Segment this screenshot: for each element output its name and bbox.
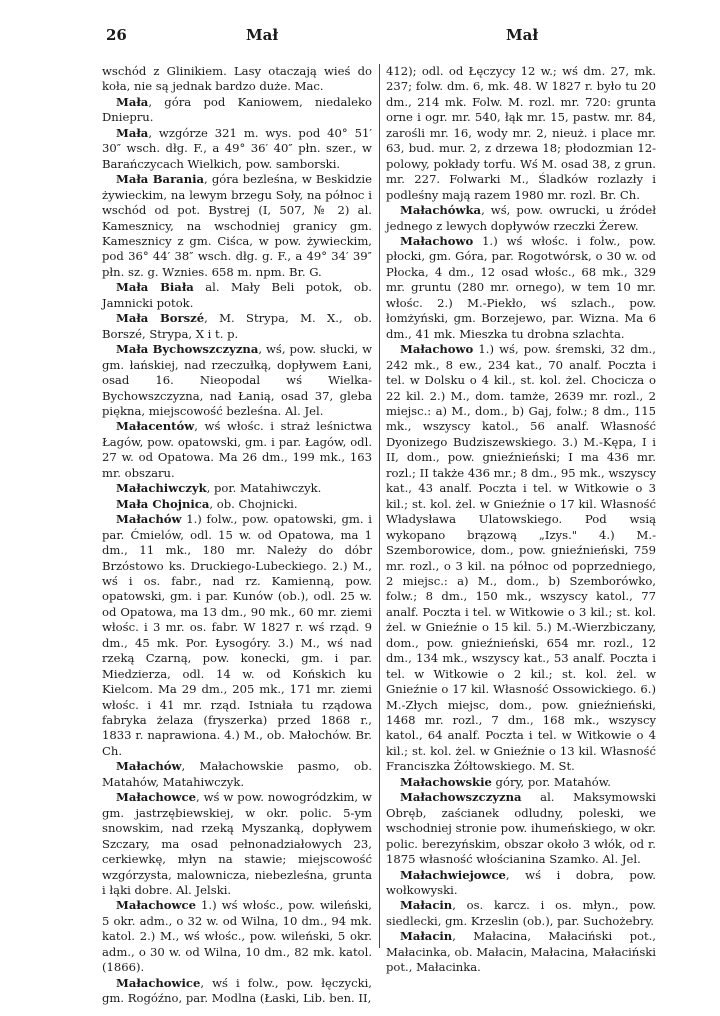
entry-headword: Małachów [116, 759, 182, 774]
dictionary-entry [102, 95, 372, 126]
entry-text: , wzgórze 321 m. wys. pod 40° 51′ 30″ wsch. dłg. F., a 49° 36′ 40″ płn. szer., w Barańczycach Wielkich, pow. samborski. [102, 125, 372, 171]
entry-headword: Małacin [400, 929, 453, 944]
entry-text: , wś w pow. nowogródzkim, w gm. jastrzębiewskiej, w okr. polic. 5-ym snowskim, nad rzeką Myszanką, dopływem Szczary, ma osad pełnonadziałowych 23, cerkiewkę, młyn na stawie; miejscowość wzgórzysta, malownicza, niebezleśna, grunta i łąki dobre. Al. Jelski. [102, 790, 372, 898]
dictionary-entry [102, 497, 372, 512]
left-running-head: Mał [246, 26, 279, 44]
dictionary-entry [102, 790, 372, 898]
entry-headword: Małachwiejowce [400, 867, 506, 882]
dictionary-entry [102, 481, 372, 496]
entry-text: góry, por. Matahów. [491, 774, 611, 789]
entry-text: , wś, pow. słucki, w gm. łańskiej, nad rzeczułką, dopływem Łani, osad 16. Nieopodal wś Wielka-Bychowszczyzna, nad Łanią, osad 37, gleba piękna, miejscowość bezleśna. Al. Jel. [102, 342, 372, 418]
entry-headword: Mała Bychowszczyzna [116, 342, 259, 357]
entry-text: al. Maksymowski Obręb, zaścianek odludny, poleski, we wschodniej stronie pow. ihumeńskiego, w okr. polic. berezyńskim, obszar około 3 włók, od r. 1875 własność włościanina Szamko. Al. Jel. [386, 790, 656, 867]
entry-headword: Mała Borszé [116, 311, 205, 326]
dictionary-entry [386, 775, 656, 790]
dictionary-entry [386, 790, 656, 867]
entry-headword: Mała Barania [116, 172, 205, 187]
dictionary-entry [102, 126, 372, 172]
page-number: 26 [106, 26, 127, 44]
entry-text: , por. Matahiwczyk. [206, 481, 322, 496]
entry-headword: Mała Biała [116, 280, 194, 295]
entry-headword: Małachowskie [400, 774, 492, 789]
entry-text: , wś i folw., pow. łęczycki, gm. Rogóźno, par. Modlna (Łaski, Lib. ben. II, [102, 975, 372, 1006]
entry-headword: Małachowo [400, 233, 474, 248]
entry-text: , wś, pow. owrucki, u źródeł jednego z lewych dopływów rzeczki Żerew. [386, 203, 656, 233]
dictionary-entry [102, 311, 372, 342]
entry-text: , ob. Chojnicki. [209, 496, 298, 511]
entry-text: 412); odl. od Łęczycy 12 w.; wś dm. 27, mk. 237; folw. dm. 6, mk. 48. W 1827 r. było tu 20 dm., 214 mk. Folw. M. rozl. mr. 720: grunta orne i ogr. mr. 540, łąk mr. 15, pastw. mr. 84, zarośli mr. 16, wody mr. 2, nieuż. i place mr. 63, bud. mur. 2, z drzewa 18; płodozmian 12-polowy, pokłady torfu. Wś M. osad 38, z grun. mr. 227. Folwarki M., Śladków rozlazły i podleśny mają razem 1980 mr. rozl. Br. Ch. [386, 64, 656, 202]
dictionary-entry [102, 172, 372, 280]
entry-headword: Małachów [116, 512, 182, 527]
page-header [106, 26, 672, 46]
dictionary-entry [102, 512, 372, 759]
dictionary-entry [386, 868, 656, 899]
entry-text: , góra pod Kaniowem, niedaleko Dniepru. [102, 94, 372, 125]
dictionary-entry [102, 419, 372, 481]
entry-headword: Małachowszczyzna [400, 790, 522, 805]
entry-headword: Małachowce [116, 898, 196, 913]
entry-text: , os. karcz. i os. młyn., pow. siedlecki, gm. Krzeslin (ob.), par. Suchożebry. [386, 898, 656, 928]
dictionary-entry [386, 342, 656, 775]
entry-headword: Małacentów [116, 419, 195, 434]
entry-headword: Małachiwczyk [116, 481, 207, 496]
dictionary-entry [102, 64, 372, 95]
dictionary-entry [386, 929, 656, 975]
entry-headword: Małachówka [400, 203, 482, 218]
dictionary-entry [386, 898, 656, 929]
entry-text: , Małacina, Małaciński pot., Małacinka, ob. Małacin, Małacina, Małaciński pot., Małacinka. [386, 929, 656, 975]
left-column [102, 64, 372, 1007]
right-column [386, 64, 656, 976]
dictionary-entry [102, 342, 372, 419]
dictionary-entry [386, 203, 656, 234]
entry-text: , M. Strypa, M. X., ob. Borszé, Strypa, X i t. p. [102, 311, 373, 341]
entry-text: al. Mały Beli potok, ob. Jamnicki potok. [102, 280, 372, 310]
column-divider [379, 64, 380, 948]
entry-text: 1.) wś włośc. i folw., pow. płocki, gm. Góra, par. Rogotwórsk, o 30 w. od Płocka, 4 dm., 12 osad włośc., 68 mk., 329 mr. gruntu (280 mr. ornego), w tem 10 mr. włośc. 2.) M.-Piekło, wś szlach., pow. łomżyński, gm. Borzejewo, par. Wizna. Ma 6 dm., 41 mk. Mieszka tu drobna szlachta. [386, 233, 656, 341]
entry-text: 1.) wś włośc., pow. wileński, 5 okr. adm., o 32 w. od Wilna, 10 dm., 94 mk. katol. 2.) M., wś włośc., pow. wileński, 5 okr. adm., o 30 w. od Wilna, 10 dm., 82 mk. katol. (1866). [102, 898, 372, 975]
entry-text: , wś włośc. i straż leśnictwa Łagów, pow. opatowski, gm. i par. Łagów, odl. 27 w. od Opatowa. Ma 26 dm., 199 mk., 163 mr. obszaru. [102, 419, 372, 480]
dictionary-entry [102, 898, 372, 975]
dictionary-entry [386, 64, 656, 203]
right-running-head: Mał [506, 26, 539, 44]
dictionary-entry [102, 280, 372, 311]
entry-text: , wś i dobra, pow. wołkowyski. [386, 867, 656, 898]
entry-headword: Mała [116, 125, 149, 140]
dictionary-entry [102, 759, 372, 790]
dictionary-entry [102, 976, 372, 1007]
entry-text: 1.) folw., pow. opatowski, gm. i par. Ćmielów, odl. 15 w. od Opatowa, ma 1 dm., 11 mk., 180 mr. Należy do dóbr Brzóstowo ks. Druckiego-Lubeckiego. 2.) M., wś i os. fabr., nad rz. Kamienną, pow. opatowski, gm. i par. Kunów (ob.), odl. 25 w. od Opatowa, ma 13 dm., 90 mk., 60 mr. ziemi włośc. i 3 mr. os. fabr. W 1827 r. wś rząd. 9 dm., 45 mk. Por. Łysogóry. 3.) M., wś nad rzeką Czarną, pow. konecki, gm. i par. Miedzierza, odl. 14 w. od Końskich ku Kielcom. Ma 29 dm., 205 mk., 171 mr. ziemi włośc. i 41 mr. rząd. Istniała tu rządowa fabryka żelaza (fryszerka) przed 1868 r., 1833 r. naprawiona. 4.) M., ob. Małochów. Br. Ch. [102, 512, 372, 758]
entry-headword: Małachowice [116, 975, 201, 990]
entry-headword: Małachowce [116, 790, 196, 805]
entry-headword: Małacin [400, 898, 453, 913]
entry-text: , Małachowskie pasmo, ob. Matahów, Matahiwczyk. [102, 759, 372, 789]
entry-text: 1.) wś, pow. śremski, 32 dm., 242 mk., 8 ew., 234 kat., 70 analf. Poczta i tel. w Dolsku o 4 kil., st. kol. żel. Chocicza o 22 kil. 2.) M., dom. tamże, 2639 mr. rozl., 2 miejsc.: a) M., dom., b) Gaj, folw.; 8 dm., 115 mk., wszyscy katol., 56 analf. Własność Dyonizego Budziszewskiego. 3.) M.-Kępa, I i II, dom., pow. gnieźnieński; I ma 436 mr. rozl.; II także 436 mr.; 8 dm., 95 mk., wszyscy kat., 43 analf. Poczta i tel. w Witkowie o 3 kil.; st. kol. żel. w Gnieźnie o 17 kil. Własność Władysława Ulatowskiego. Pod wsią wykopano brązową „Izys." 4.) M.-Szemborowice, dom., pow. gnieźnieński, 759 mr. rozl., o 3 kil. na północ od poprzedniego, 2 miejsc.: a) M., dom., b) Szemborówko, folw.; 8 dm., 150 mk., wszyscy katol., 77 analf. Poczta i tel. w Witkowie o 3 kil.; st. kol. żel. w Gnieźnie o 15 kil. 5.) M.-Wierzbiczany, dom., pow. gnieźnieński, 654 mr. rozl., 12 dm., 134 mk., wszyscy kat., 53 analf. Poczta i tel. w Witkowie o 2 kil.; st. kol. żel. w Gnieźnie o 17 kil. Własność Ossowickiego. 6.) M.-Złych miejsc, dom., pow. gnieźnieński, 1468 mr. rozl., 7 dm., 168 mk., wszyscy katol., 64 analf. Poczta i tel. w Witkowie o 4 kil.; st. kol. żel. w Gnieźnie o 13 kil. Własność Franciszka Żółtowskiego. M. St. [386, 342, 656, 774]
entry-text: wschód z Glinikiem. Lasy otaczają wieś do koła, nie są jednak bardzo duże. Mac. [102, 64, 372, 94]
dictionary-entry [386, 234, 656, 342]
entry-headword: Mała [116, 94, 149, 109]
entry-headword: Mała Chojnica [116, 496, 210, 511]
entry-text: , góra bezleśna, w Beskidzie żywieckim, na lewym brzegu Soły, na północ i wschód od pot. Bystrej (I, 507, № 2) al. Kamesznicy, na wschodniej granicy gm. Kamesznicy z gm. Ciśca, w pow. żywieckim, pod 36° 44′ 38″ wsch. dłg. g. F., a 49° 34′ 39″ płn. sz. g. Wznies. 658 m. npm. Br. G. [102, 172, 373, 279]
entry-headword: Małachowo [400, 342, 474, 357]
